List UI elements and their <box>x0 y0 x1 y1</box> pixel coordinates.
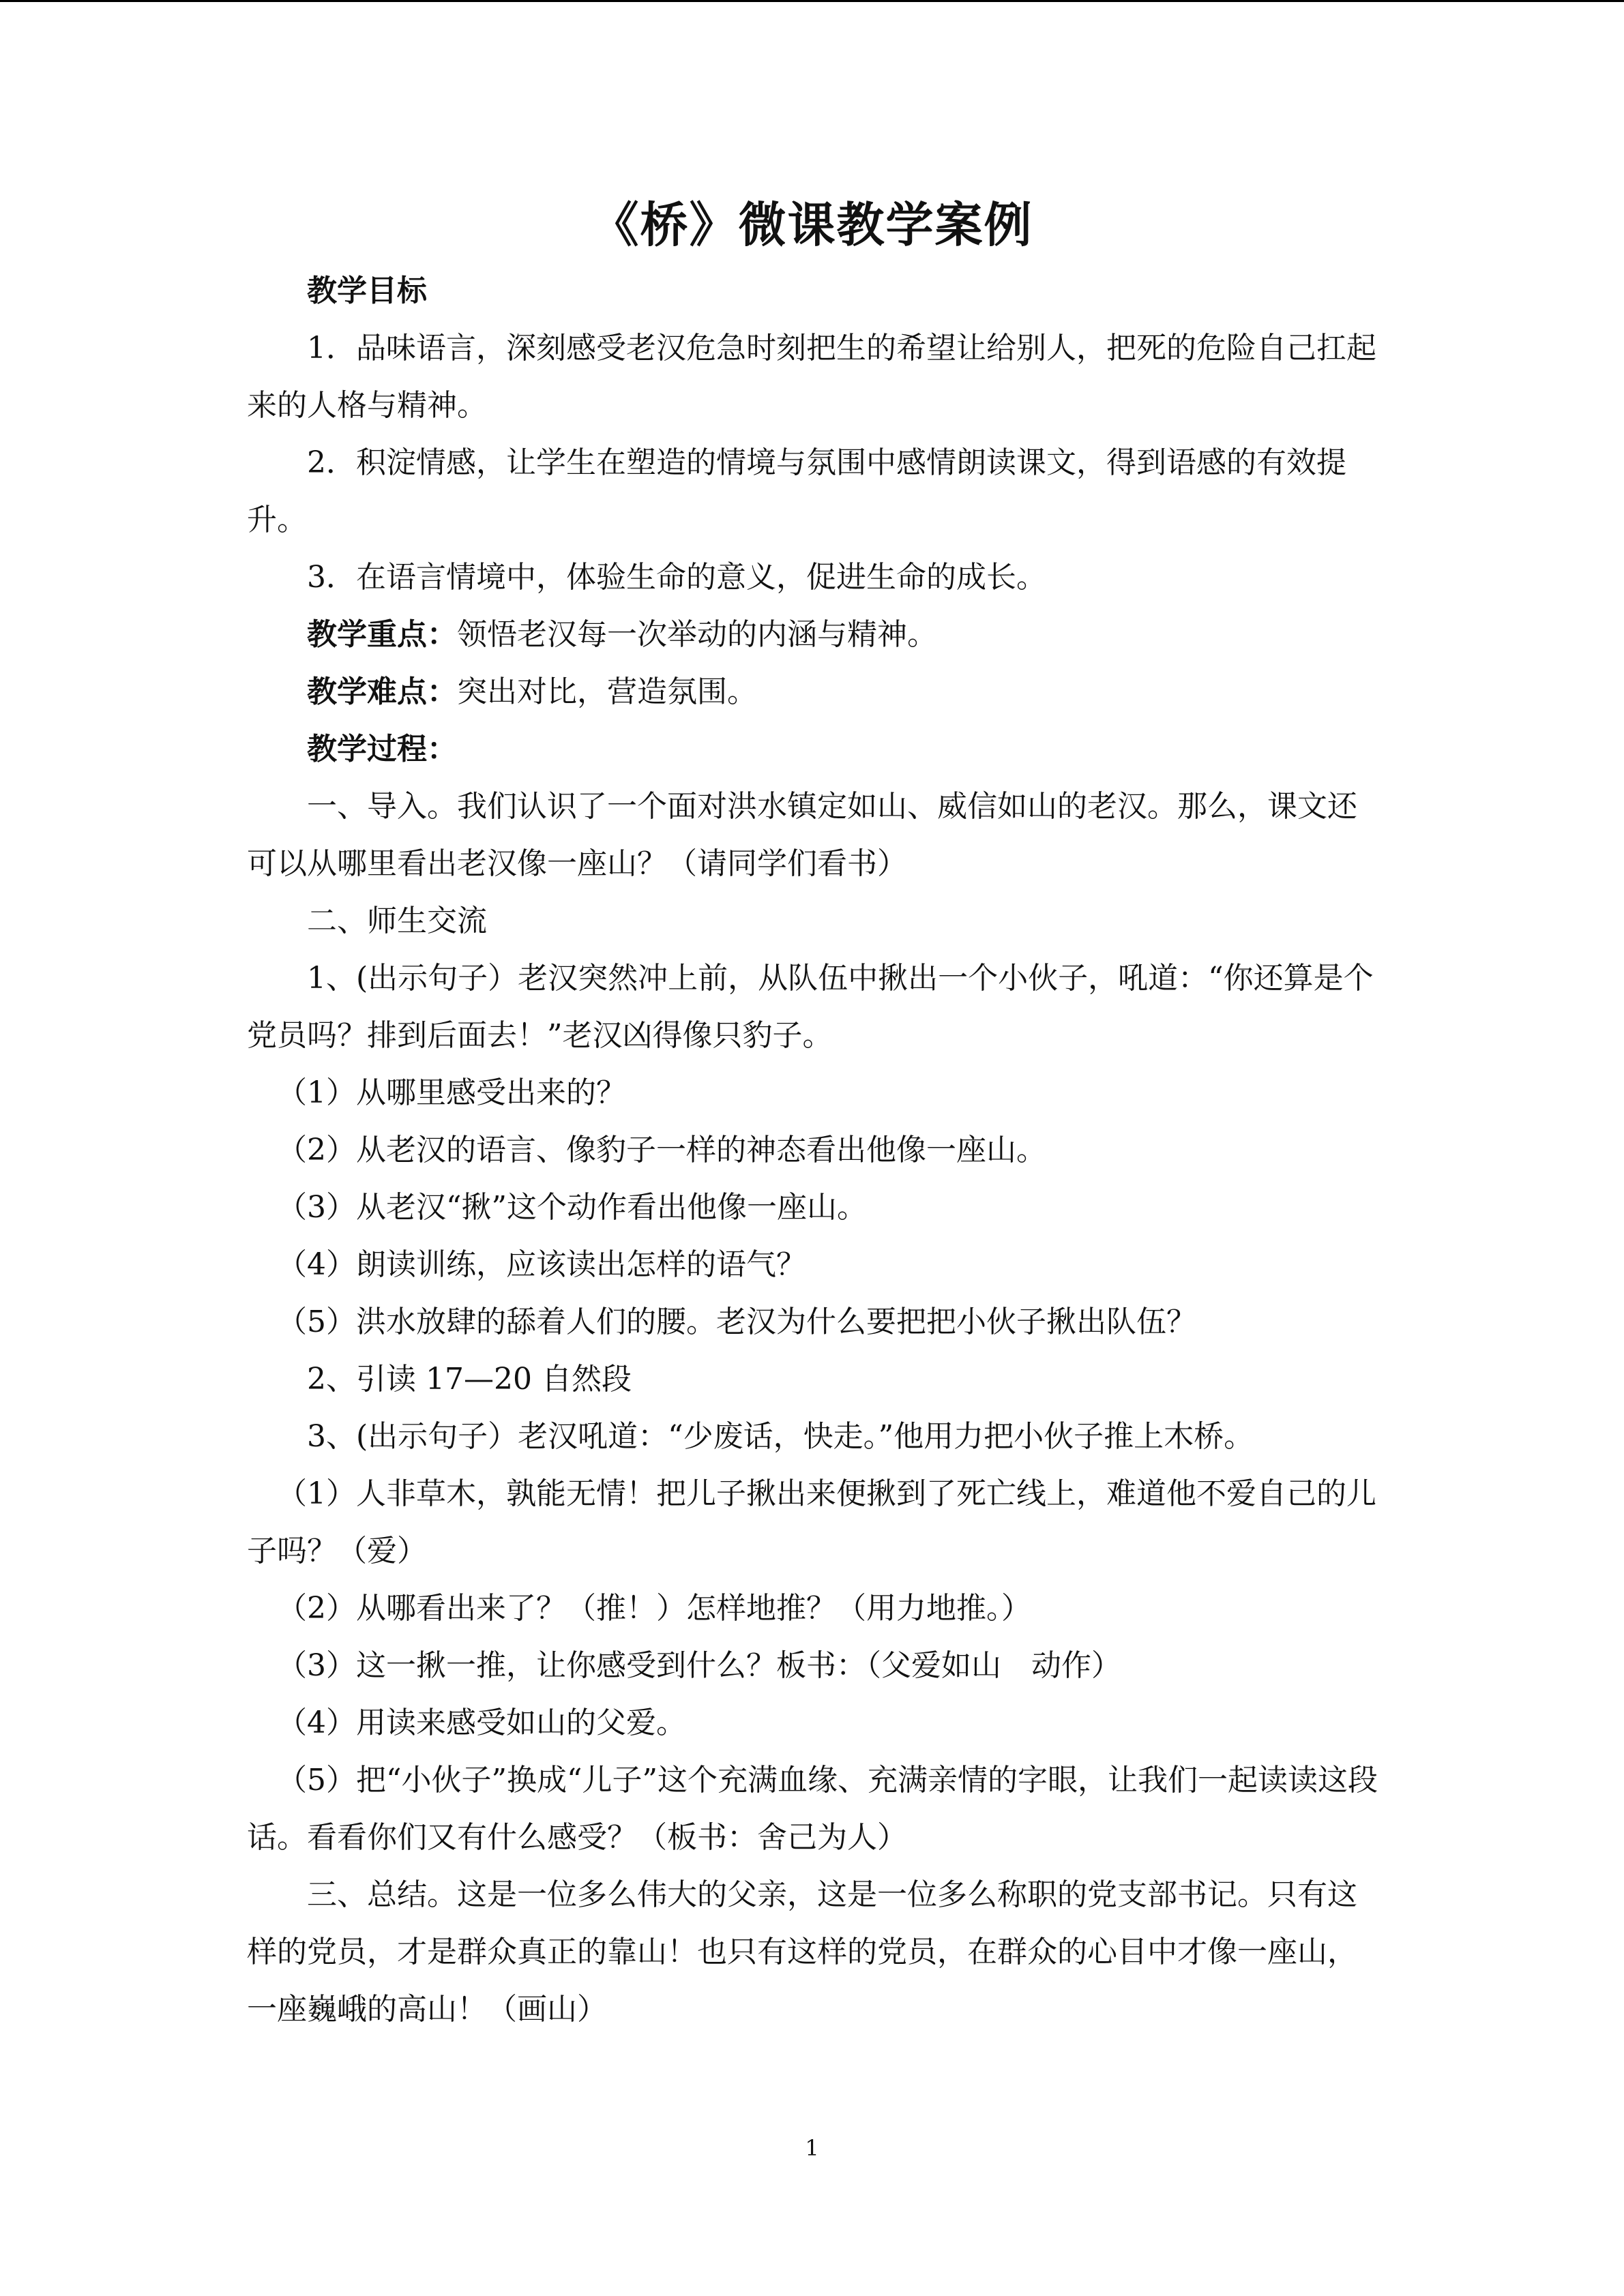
difficulty <box>247 664 1379 721</box>
item-3-q1: （1）人非草木，孰能无情！把儿子揪出来便揪到了死亡线上，难道他不爱自己的儿子吗？（爱） <box>247 1476 1376 1568</box>
difficulty-label: 教学难点： <box>307 674 457 709</box>
difficulty-text: 突出对比，营造氛围。 <box>457 674 757 709</box>
item-3-q5: （5）把“小伙子”换成“儿子”这个充满血缘、充满亲情的字眼，让我们一起读读这段话。看看你们又有什么感受？（板书：舍己为人） <box>247 1763 1378 1855</box>
objective-2: 2．积淀情感，让学生在塑造的情境与氛围中感情朗读课文，得到语感的有效提升。 <box>247 445 1346 537</box>
objective-3: 3．在语言情境中，体验生命的意义，促进生命的成长。 <box>307 560 1046 595</box>
key-point <box>247 606 1379 664</box>
item-1-q1: （1）从哪里感受出来的？ <box>277 1075 626 1110</box>
item-3-q3: （3）这一揪一推，让你感受到什么？板书：（父爱如山 动作） <box>277 1648 1121 1683</box>
document-title: 《桥》微课教学案例 <box>591 196 1033 253</box>
process-heading: 教学过程： <box>307 732 457 766</box>
item-1-q3: （3）从老汉“揪”这个动作看出他像一座山。 <box>277 1190 867 1225</box>
exchange-heading: 二、师生交流 <box>307 904 487 938</box>
item-1-q2: （2）从老汉的语言、像豹子一样的神态看出他像一座山。 <box>277 1133 1046 1167</box>
document-body <box>247 263 1379 2038</box>
item-3-q4: （4）用读来感受如山的父爱。 <box>277 1705 686 1740</box>
item-3-q2: （2）从哪看出来了？（推！）怎样地推？（用力地推。） <box>277 1591 1031 1626</box>
page-number: 1 <box>805 2135 819 2161</box>
page-top-border <box>0 0 1624 2</box>
item-1-q5: （5）洪水放肆的舔着人们的腰。老汉为什么要把把小伙子揪出队伍？ <box>277 1304 1196 1339</box>
summary-paragraph: 三、总结。这是一位多么伟大的父亲，这是一位多么称职的党支部书记。只有这样的党员，才是群众真正的靠山！也只有这样的党员，在群众的心目中才像一座山，一座巍峨的高山！（画山） <box>247 1877 1357 2027</box>
item-2: 2、引读 17—20 自然段 <box>307 1362 632 1397</box>
item-1: 1、(出示句子）老汉突然冲上前，从队伍中揪出一个小伙子，吼道：“你还算是个党员吗？排到后面去！”老汉凶得像只豹子。 <box>247 961 1374 1053</box>
item-1-q4: （4）朗读训练，应该读出怎样的语气？ <box>277 1247 806 1282</box>
key-point-label: 教学重点： <box>307 617 457 652</box>
objectives-heading: 教学目标 <box>307 273 427 308</box>
key-point-text: 领悟老汉每一次举动的内涵与精神。 <box>457 617 937 652</box>
objective-1: 1．品味语言，深刻感受老汉危急时刻把生的希望让给别人，把死的危险自己扛起来的人格与精神。 <box>247 331 1376 423</box>
item-3: 3、(出示句子）老汉吼道：“少废话，快走。”他用力把小伙子推上木桥。 <box>307 1419 1254 1454</box>
intro-paragraph: 一、导入。我们认识了一个面对洪水镇定如山、威信如山的老汉。那么，课文还可以从哪里看出老汉像一座山？（请同学们看书） <box>247 789 1357 881</box>
